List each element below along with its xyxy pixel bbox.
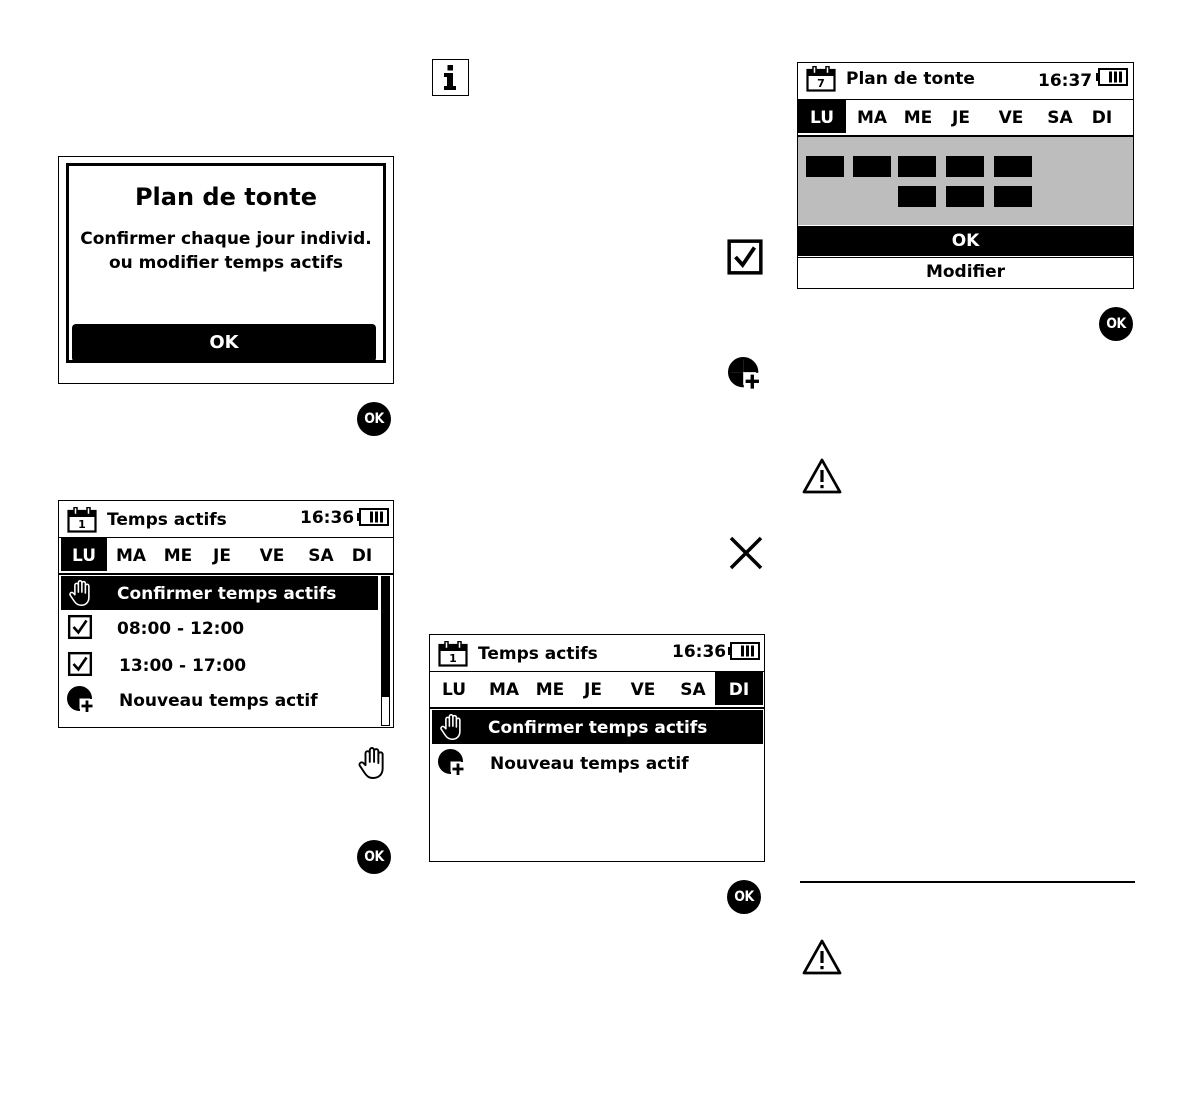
divider	[800, 881, 1135, 883]
tab-day-ve[interactable]: VE	[630, 680, 656, 700]
ok-key-icon: OK	[727, 880, 761, 914]
screen-title: Temps actifs	[107, 510, 227, 530]
screen-title: Plan de tonte	[846, 69, 975, 89]
day-tabs	[430, 671, 764, 709]
clock-time: 16:37	[1038, 71, 1093, 91]
menu-item-time-slot[interactable]: 13:00 - 17:00	[61, 648, 378, 682]
menu-item-confirm[interactable]: Confirmer temps actifs	[432, 710, 763, 744]
ok-key-icon: OK	[1099, 307, 1133, 341]
dialog-title: Plan de tonte	[134, 183, 318, 211]
battery-icon	[728, 642, 760, 660]
clock-add-icon	[438, 749, 466, 777]
dialog-ok-button[interactable]: OK	[72, 324, 376, 362]
tab-day-ve[interactable]: VE	[998, 108, 1024, 128]
ok-key-icon: OK	[357, 840, 391, 874]
checkbox-checked-icon	[67, 651, 93, 677]
tab-day-di[interactable]: DI	[1091, 108, 1113, 128]
tab-day-je[interactable]: JE	[584, 680, 602, 700]
screen-active-times-monday	[58, 500, 394, 728]
tab-day-di[interactable]: DI	[715, 671, 763, 705]
screen-title: Temps actifs	[478, 644, 598, 664]
screen-mowing-plan	[797, 62, 1134, 289]
confirm-dialog	[58, 156, 394, 384]
checkbox-checked-icon	[67, 614, 93, 640]
weekly-overview	[798, 137, 1133, 225]
tab-day-ma[interactable]: MA	[115, 546, 147, 566]
screen-header	[430, 635, 764, 672]
time-block	[853, 156, 891, 177]
clock-time: 16:36	[672, 642, 727, 662]
time-block	[898, 186, 936, 207]
day-tabs	[59, 537, 393, 575]
clock-add-icon	[67, 686, 95, 714]
checkbox-checked-icon	[726, 238, 764, 276]
dialog-message-line1: Confirmer chaque jour individ.	[80, 229, 372, 249]
tab-day-sa[interactable]: SA	[1047, 108, 1073, 128]
time-block	[806, 156, 844, 177]
battery-icon	[357, 508, 389, 526]
tab-day-je[interactable]: JE	[213, 546, 231, 566]
tab-day-me[interactable]: ME	[903, 108, 933, 128]
warning-icon	[801, 457, 843, 495]
tab-day-lu[interactable]: LU	[798, 99, 846, 133]
tab-day-ma[interactable]: MA	[488, 680, 520, 700]
close-icon	[728, 535, 764, 571]
tab-day-ve[interactable]: VE	[259, 546, 285, 566]
tab-day-sa[interactable]: SA	[308, 546, 334, 566]
clock-time: 16:36	[300, 508, 355, 528]
tab-day-sa[interactable]: SA	[680, 680, 706, 700]
ok-key-icon: OK	[357, 402, 391, 436]
calendar-icon: 1	[67, 507, 97, 533]
menu-item-new-active-time[interactable]: Nouveau temps actif	[61, 683, 378, 717]
scrollbar[interactable]	[381, 576, 390, 726]
tab-day-di[interactable]: DI	[351, 546, 373, 566]
tab-day-lu[interactable]: LU	[61, 537, 107, 571]
clock-add-icon	[728, 357, 762, 391]
tab-day-ma[interactable]: MA	[856, 108, 888, 128]
hand-icon	[358, 745, 388, 781]
plan-modify-button[interactable]: Modifier	[798, 257, 1133, 288]
calendar-icon: 7	[806, 66, 836, 92]
time-block	[994, 186, 1032, 207]
screen-header	[798, 63, 1133, 100]
time-block	[994, 156, 1032, 177]
tab-day-je[interactable]: JE	[952, 108, 970, 128]
time-block	[946, 186, 984, 207]
plan-ok-button[interactable]: OK	[798, 226, 1133, 256]
tab-day-lu[interactable]: LU	[441, 680, 467, 700]
battery-icon	[1096, 68, 1128, 86]
time-block	[898, 156, 936, 177]
tab-day-me[interactable]: ME	[535, 680, 565, 700]
info-icon	[432, 59, 469, 96]
screen-active-times-sunday	[429, 634, 765, 862]
hand-icon	[67, 579, 95, 607]
screen-header	[59, 501, 393, 538]
calendar-icon: 1	[438, 641, 468, 667]
day-tabs	[798, 99, 1133, 137]
menu-item-confirm[interactable]: Confirmer temps actifs	[61, 576, 378, 610]
time-block	[946, 156, 984, 177]
hand-icon	[438, 713, 466, 741]
tab-day-me[interactable]: ME	[163, 546, 193, 566]
dialog-message-line2: ou modifier temps actifs	[108, 253, 344, 273]
menu-item-time-slot[interactable]: 08:00 - 12:00	[61, 611, 378, 645]
menu-item-new-active-time[interactable]: Nouveau temps actif	[432, 746, 763, 780]
warning-icon	[801, 938, 843, 976]
